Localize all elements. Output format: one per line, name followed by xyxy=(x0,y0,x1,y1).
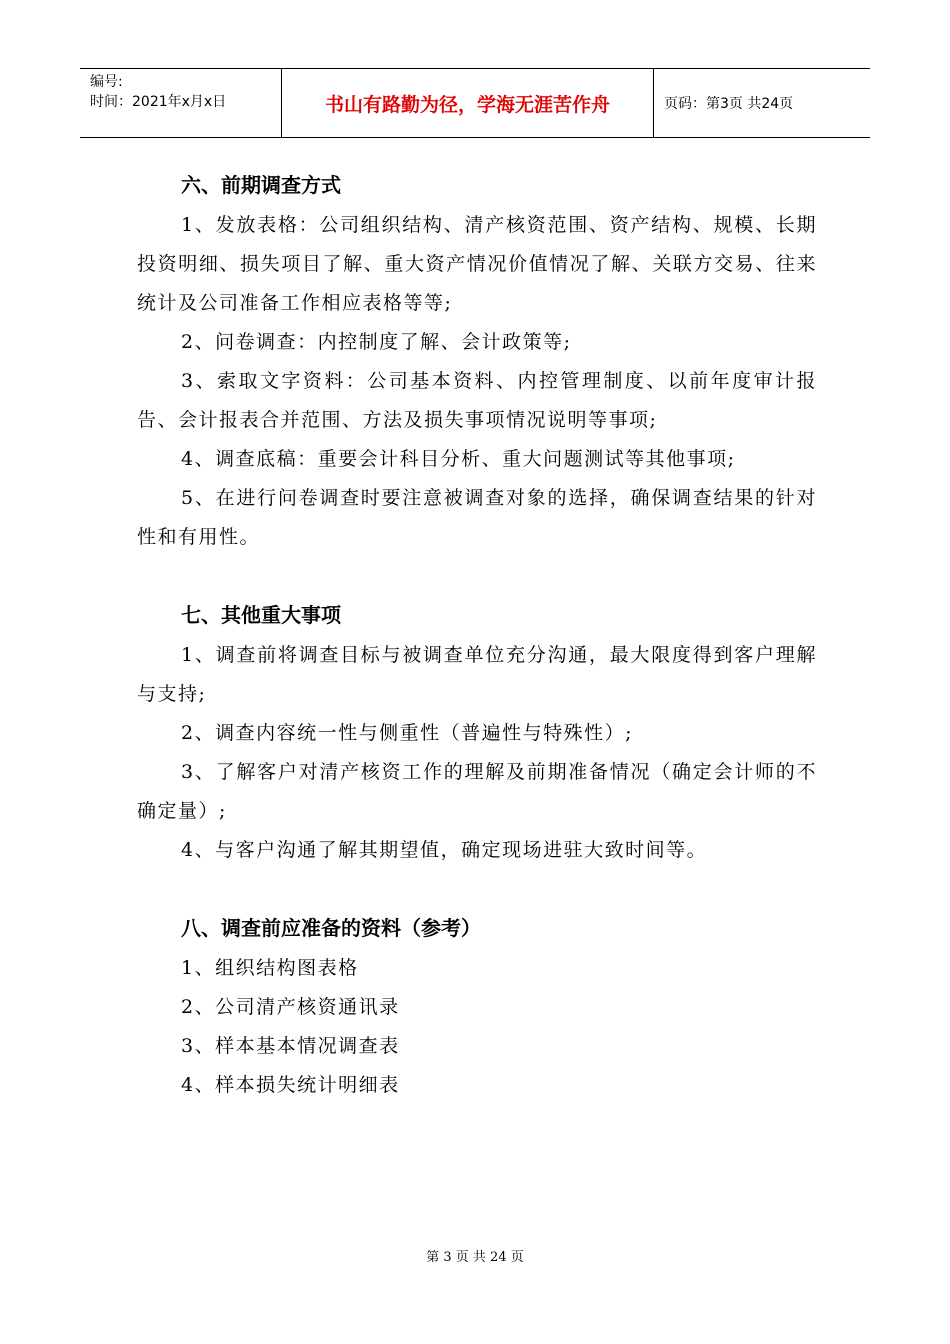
list-item: 3、样本基本情况调查表 xyxy=(181,1035,400,1057)
list-item: 1、调查前将调查目标与被调查单位充分沟通，最大限度得到客户理解与支持; xyxy=(137,644,817,705)
list-item: 1、发放表格：公司组织结构、清产核资范围、资产结构、规模、长期投资明细、损失项目了解、重大资产情况价值情况了解、关联方交易、往来统计及公司准备工作相应表格等等; xyxy=(137,214,817,314)
list-item: 5、在进行问卷调查时要注意被调查对象的选择，确保调查结果的针对性和有用性。 xyxy=(137,487,817,548)
section-prep-materials xyxy=(137,908,817,1105)
list-item: 3、了解客户对清产核资工作的理解及前期准备情况（确定会计师的不确定量）; xyxy=(137,761,817,822)
list-item: 4、样本损失统计明细表 xyxy=(181,1074,400,1096)
document-number-label: 编号: xyxy=(90,74,123,90)
list-item: 4、调查底稿：重要会计科目分析、重大问题测试等其他事项; xyxy=(181,448,736,470)
section-other-matters xyxy=(137,595,817,870)
list-item: 3、索取文字资料：公司基本资料、内控管理制度、以前年度审计报告、会计报表合并范围、方法及损失事项情况说明等事项; xyxy=(137,370,817,431)
list-item: 4、与客户沟通了解其期望值，确定现场进驻大致时间等。 xyxy=(181,839,708,861)
document-date-label: 时间：2021年x月x日 xyxy=(90,94,227,110)
list-item: 1、组织结构图表格 xyxy=(181,957,359,979)
header-page-info: 页码：第3页 共24页 xyxy=(664,96,794,112)
list-item: 2、公司清产核资通讯录 xyxy=(181,996,400,1018)
document-body xyxy=(137,165,817,1143)
header-motto: 书山有路勤为径，学海无涯苦作舟 xyxy=(282,69,654,137)
header-meta xyxy=(80,69,282,137)
page-header xyxy=(80,68,870,138)
section-survey-methods xyxy=(137,165,817,557)
section-title: 八、调查前应准备的资料（参考） xyxy=(181,916,481,940)
section-title: 六、前期调查方式 xyxy=(181,173,341,197)
list-item: 2、问卷调查：内控制度了解、会计政策等; xyxy=(181,331,572,353)
list-item: 2、调查内容统一性与侧重性（普遍性与特殊性）; xyxy=(181,722,633,744)
page-footer: 第 3 页 共 24 页 xyxy=(426,1250,524,1265)
section-title: 七、其他重大事项 xyxy=(181,603,341,627)
